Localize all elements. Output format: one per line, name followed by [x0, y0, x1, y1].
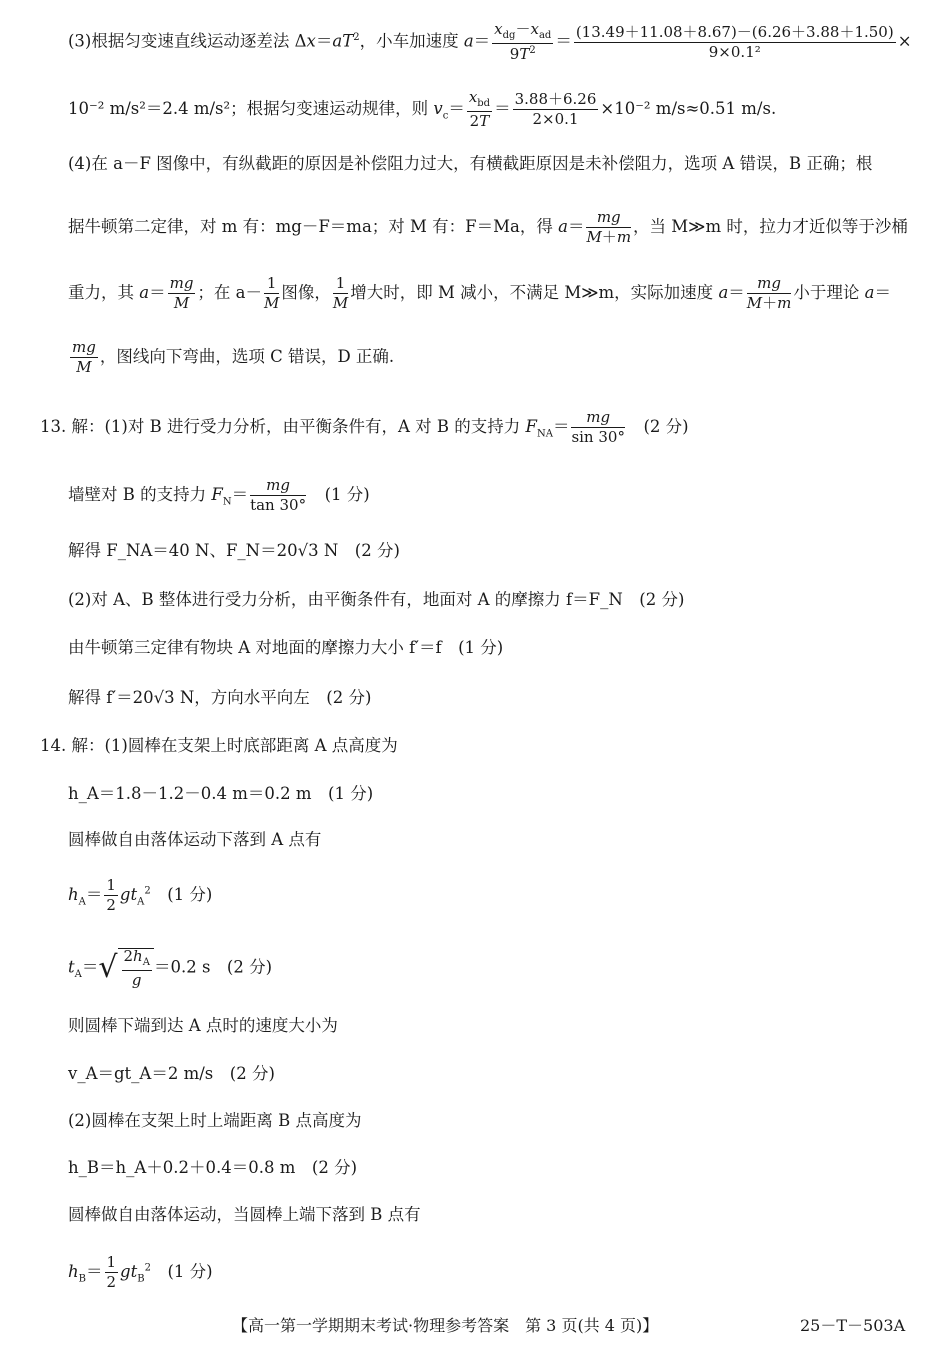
fraction: $\frac{3.88+6.26}{2\times 0.1}$	[514, 90, 597, 128]
q13-line3: 解得 F_NA＝40 N、F_N＝20√3 N (2 分)	[68, 541, 400, 560]
text: ；在 a－	[197, 283, 263, 302]
fraction: $\frac{(13.49+11.08+8.67)-(6.26+3.88+1.50)}{\text{9×0.1²}}$	[575, 22, 894, 61]
fraction: $\frac{1}{2}$	[106, 876, 116, 914]
q13-line5: 由牛顿第三定律有物块 A 对地面的摩擦力大小 f′＝f (1 分)	[68, 638, 504, 657]
part4-line3: 重力，其 a＝ $\frac{mg}{M}$ ；在 a－ $\frac{1}{M}$ 图像， $\frac{1}{M}$ 增大时，即 M 减小，不满足 M≫m，实际加速度 a＝ $\frac{mg}{M+m}$ 小于理论 a＝	[68, 274, 891, 312]
q14-line11: $h_B=$ $\frac{1}{2}$ $gt_B^2$ (1 分)	[68, 1253, 213, 1291]
part3-line1: (3)根据匀变速直线运动逐差法 $\Delta x=aT^2$，小车加速度 a＝ $\frac{x_{dg}-x_{ad}}{9T^2}$ ＝ $\frac{(13.49+11.08+8.67)-(6.26+3.88+1.50)}{\text{9×0.1²}}$ ×	[68, 20, 912, 63]
q13-line4: (2)对 A、B 整体进行受力分析，由平衡条件有，地面对 A 的摩擦力 f＝F_N (2 分)	[68, 590, 685, 609]
fraction: $\frac{mg}{M}$	[169, 274, 194, 312]
text: ，图线向下弯曲，选项 C 错误，D 正确.	[99, 347, 395, 366]
square-root: √ $\frac{2h_A}{g}$	[98, 948, 154, 988]
q14-line3: 圆棒做自由落体运动下落到 A 点有	[68, 830, 322, 849]
fraction: $\frac{1}{M}$	[264, 274, 280, 312]
q14-line6: 则圆棒下端到达 A 点时的速度大小为	[68, 1016, 338, 1035]
text: 重力，其	[68, 283, 134, 302]
score: (1 分)	[167, 885, 213, 904]
text: ＝0.2 s (2 分)	[153, 957, 273, 977]
page-footer-title: 【高一第一学期期末考试·物理参考答案 第 3 页(共 4 页)】	[232, 1316, 659, 1335]
fraction: $\frac{mg}{M}$	[72, 338, 96, 376]
text: ×10⁻² m/s≈0.51 m/s.	[600, 99, 777, 118]
part4-line1: (4)在 a－F 图像中，有纵截距的原因是补偿阻力过大，有横截距原因是未补偿阻力，选项 A 错误，B 正确；根	[68, 154, 873, 173]
q14-line10: 圆棒做自由落体运动，当圆棒上端下落到 B 点有	[68, 1205, 421, 1224]
q14-line2: h_A＝1.8－1.2－0.4 m＝0.2 m (1 分)	[68, 784, 374, 803]
fraction: $\frac{x_{bd}}{2T}$	[468, 88, 491, 130]
score: (1 分)	[167, 1262, 213, 1281]
fraction: $\frac{1}{M}$	[332, 274, 349, 312]
part4-line2: 据牛顿第二定律，对 m 有：mg－F＝ma；对 M 有：F＝Ma，得 a＝ $\frac{mg}{M+m}$ ，当 M≫m 时，拉力才近似等于沙桶	[68, 208, 908, 246]
fraction: $\frac{mg}{M+m}$	[586, 208, 632, 246]
text: (3)根据匀变速直线运动逐差法 Δ	[68, 31, 307, 51]
text: 小于理论	[793, 283, 860, 302]
fraction: $\frac{mg}{\sin 30^\circ}$	[571, 408, 625, 446]
q14-line5: $t_A=√$ $\frac{2h_A}{g}$ ＝0.2 s (2 分)	[68, 947, 273, 989]
score: (2 分)	[643, 417, 689, 436]
fraction: $\frac{x_{dg}-x_{ad}}{9T^2}$	[494, 20, 552, 63]
text: ，当 M≫m 时，拉力才近似等于沙桶	[633, 217, 908, 236]
part3-line2: 10⁻² m/s²＝2.4 m/s²；根据匀变速运动规律，则 $v_c=$ $\frac{x_{bd}}{2T}$ ＝ $\frac{3.88+6.26}{2\times 0.1}$ ×10⁻² m/s≈0.51 m/s.	[68, 88, 777, 130]
text: 13. 解：(1)对 B 进行受力分析，由平衡条件有，A 对 B 的支持力	[40, 417, 521, 436]
q14-line1: 14. 解：(1)圆棒在支架上时底部距离 A 点高度为	[40, 736, 398, 755]
q13-line2: 墙壁对 B 的支持力 $F_N=$ $\frac{mg}{\tan 30^\circ}$ (1 分)	[68, 476, 370, 514]
q13-line1: 13. 解：(1)对 B 进行受力分析，由平衡条件有，A 对 B 的支持力 $F_{NA}=$ $\frac{mg}{\sin 30^\circ}$ (2 分)	[40, 408, 689, 446]
fraction: $\frac{2h_A}{g}$	[123, 947, 150, 989]
q14-line9: h_B＝h_A＋0.2＋0.4＝0.8 m (2 分)	[68, 1158, 358, 1177]
fraction: $\frac{1}{2}$	[106, 1253, 117, 1291]
q14-line8: (2)圆棒在支架上时上端距离 B 点高度为	[68, 1111, 362, 1130]
text: 据牛顿第二定律，对 m 有：mg－F＝ma；对 M 有：F＝Ma，得	[68, 217, 553, 236]
fraction: $\frac{mg}{\tan 30^\circ}$	[250, 476, 307, 514]
text: 增大时，即 M 减小，不满足 M≫m，实际加速度	[350, 283, 714, 302]
fraction: $\frac{mg}{M+m}$	[746, 274, 792, 312]
text: 图像，	[281, 283, 331, 302]
q14-line4: $h_A=$ $\frac{1}{2}$ $gt_A^2$ (1 分)	[68, 876, 213, 914]
text: 10⁻² m/s²＝2.4 m/s²；根据匀变速运动规律，则	[68, 99, 429, 118]
q13-line6: 解得 f′＝20√3 N，方向水平向左 (2 分)	[68, 688, 372, 707]
page-footer-code: 25－T－503A	[800, 1316, 906, 1335]
q14-line7: v_A＝gt_A＝2 m/s (2 分)	[68, 1064, 275, 1083]
score: (1 分)	[324, 485, 370, 504]
part4-line4	[68, 340, 394, 375]
text: ，小车加速度	[359, 31, 459, 51]
text: 墙壁对 B 的支持力	[68, 485, 207, 504]
